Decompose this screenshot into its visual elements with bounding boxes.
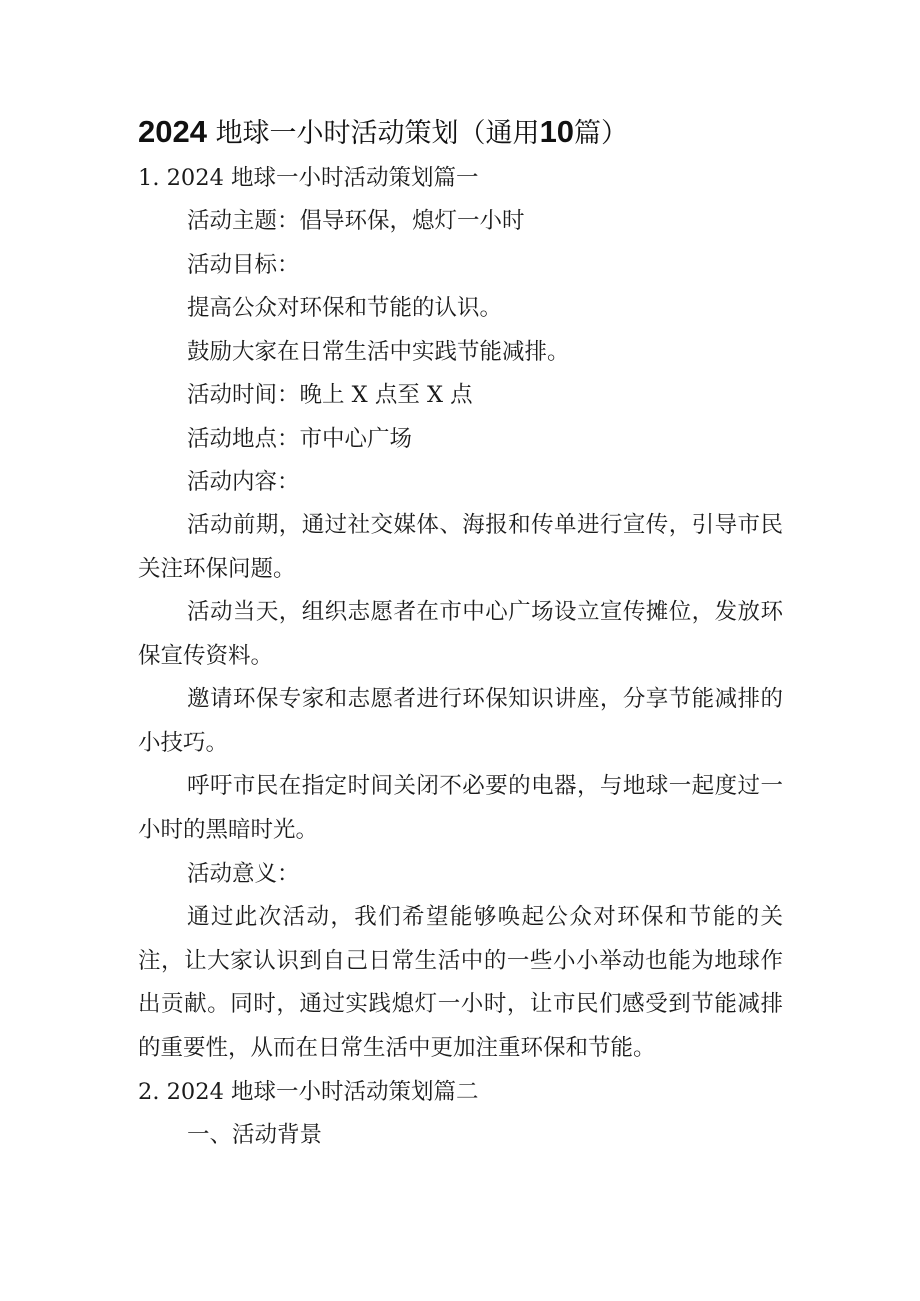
section-1-heading: 1. 2024 地球一小时活动策划篇一	[138, 165, 479, 191]
activity-goal-label: 活动目标：	[187, 252, 300, 278]
activity-meaning-label: 活动意义：	[187, 861, 300, 887]
activity-content-4: 呼吁市民在指定时间关闭不必要的电器，与地球一起度过一小时的黑暗时光。	[138, 773, 783, 843]
activity-theme: 活动主题：倡导环保，熄灯一小时	[187, 208, 525, 234]
activity-content-3: 邀请环保专家和志愿者进行环保知识讲座，分享节能减排的小技巧。	[138, 686, 783, 756]
activity-goal-2: 鼓励大家在日常生活中实践节能减排。	[187, 339, 570, 365]
section-2-heading: 2. 2024 地球一小时活动策划篇二	[138, 1079, 479, 1105]
title-text: 地球一小时活动策划（通用	[215, 118, 540, 149]
activity-time: 活动时间：晚上 X 点至 X 点	[187, 382, 473, 408]
activity-goal-1: 提高公众对环保和节能的认识。	[187, 295, 503, 321]
title-end: 篇）	[574, 118, 629, 149]
activity-content-1: 活动前期，通过社交媒体、海报和传单进行宣传，引导市民关注环保问题。	[138, 512, 783, 582]
activity-place: 活动地点：市中心广场	[187, 426, 413, 452]
title-count: 10	[539, 114, 575, 149]
activity-content-2: 活动当天，组织志愿者在市中心广场设立宣传摊位，发放环保宣传资料。	[138, 599, 783, 669]
title-year: 2024	[138, 114, 207, 149]
section-2-sub-1: 一、活动背景	[187, 1122, 323, 1148]
document-title	[138, 112, 838, 154]
activity-content-label: 活动内容：	[187, 469, 300, 495]
activity-meaning: 通过此次活动，我们希望能够唤起公众对环保和节能的关注，让大家认识到自己日常生活中的一些小小举动也能为地球作出贡献。同时，通过实践熄灯一小时，让市民们感受到节能减排的重要性，从而在日常生活中更加注重环保和节能。	[138, 904, 783, 1061]
